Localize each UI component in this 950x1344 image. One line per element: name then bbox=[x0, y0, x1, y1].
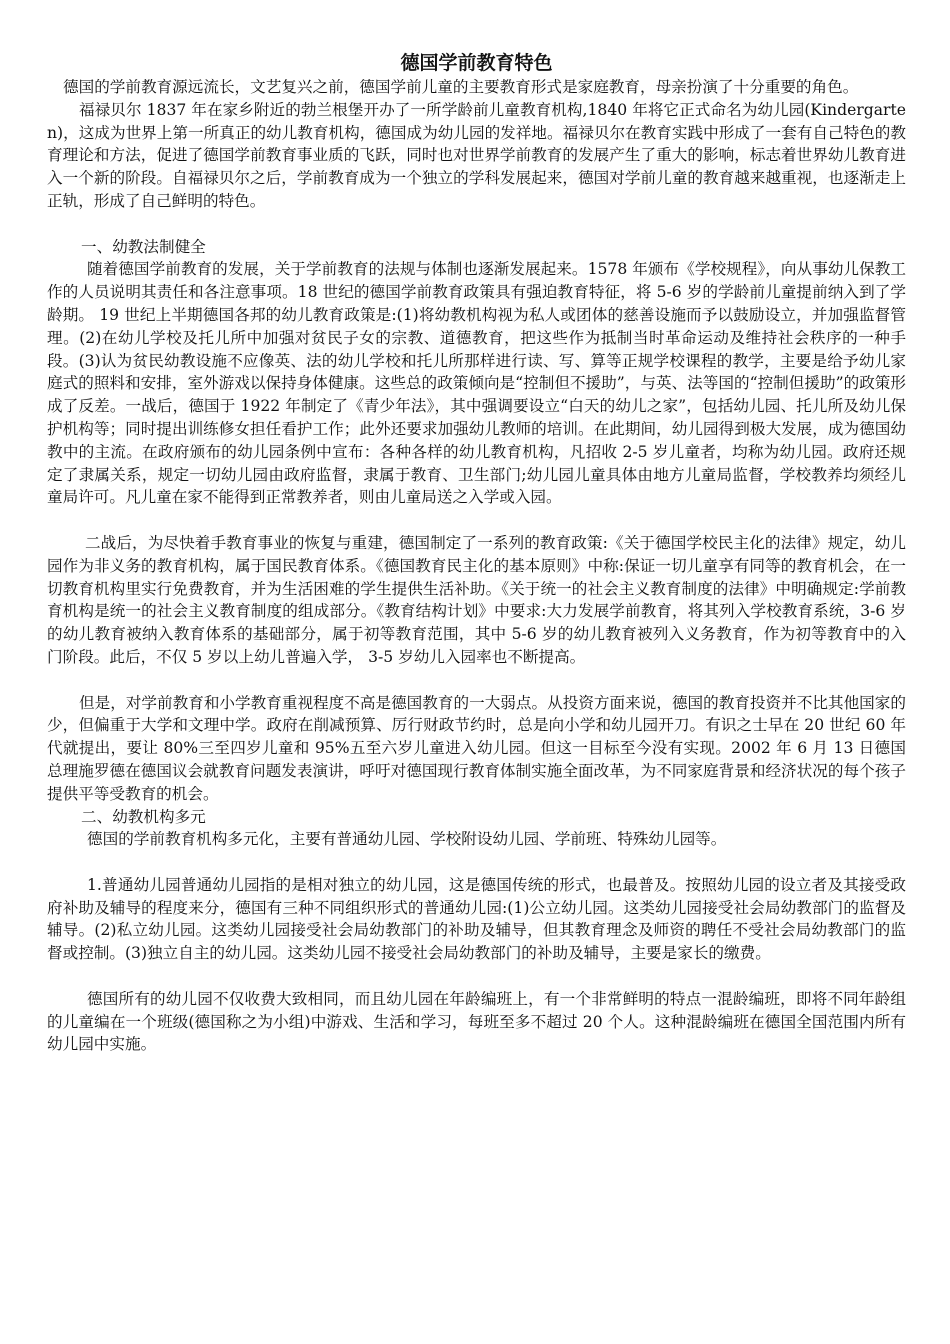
intro-paragraph-2: 福禄贝尔 1837 年在家乡附近的勃兰根堡开办了一所学龄前儿童教育机构,1840 年将它正式命名为幼儿园(Kindergarten)，这成为世界上第一所真正的幼儿教育机构，德国成为幼儿园的发祥地。福禄贝尔在教育实践中形成了一套有自己特色的教育理论和方法，促进了德国学前教育事业质的飞跃，同时也对世界学前教育的发展产生了重大的影响，标志着世界幼儿教育进入一个新的阶段。自福禄贝尔之后，学前教育成为一个独立的学科发展起来，德国对学前儿童的教育越来越重视，也逐渐走上正轨，形成了自己鲜明的特色。 bbox=[47, 100, 906, 210]
section-1-heading: 一、幼教法制健全 bbox=[81, 237, 206, 256]
section-1-paragraph-3: 但是，对学前教育和小学教育重视程度不高是德国教育的一大弱点。从投资方面来说，德国的教育投资并不比其他国家的少，但偏重于大学和文理中学。政府在削减预算、厉行财政节约时，总是向小学和幼儿园开刀。有识之士早在 20 世纪 60 年代就提出，要让 80%三至四岁儿童和 95%五至六岁儿童进入幼儿园。但这一目标至今没有实现。2002 年 6 月 13 日德国总理施罗德在德国议会就教育问题发表演讲，呼吁对德国现行教育体制实施全面改革，为不同家庭背景和经济状况的每个孩子提供平等受教育的机会。 bbox=[47, 693, 906, 803]
section-2-paragraph-3: 德国所有的幼儿园不仅收费大致相同，而且幼儿园在年龄编班上，有一个非常鲜明的特点一混龄编班，即将不同年龄组的儿童编在一个班级(德国称之为小组)中游戏、生活和学习，每班至多不超过 20 个人。这种混龄编班在德国全国范围内所有幼儿园中实施。 bbox=[47, 989, 906, 1054]
section-2-heading: 二、幼教机构多元 bbox=[81, 807, 206, 826]
section-1-paragraph-2: 二战后，为尽快着手教育事业的恢复与重建，德国制定了一系列的教育政策:《关于德国学校民主化的法律》规定，幼儿园作为非义务的教育机构，属于国民教育体系。《德国教育民主化的基本原则》中称:保证一切儿童享有同等的教育机会，在一切教育机构里实行免费教育，并为生活困难的学生提供生活补助。《关于统一的社会主义教育制度的法律》中明确规定:学前教育机构是统一的社会主义教育制度的组成部分。《教育结构计划》中要求:大力发展学前教育，将其列入学校教育系统，3-6 岁的幼儿教育被纳入教育体系的基础部分，属于初等教育范围，其中 5-6 岁的幼儿教育被列入义务教育，作为初等教育中的入门阶段。此后，不仅 5 岁以上幼儿普遍入学， 3-5 岁幼儿入园率也不断提高。 bbox=[47, 533, 906, 666]
spacer bbox=[47, 851, 906, 874]
spacer bbox=[47, 965, 906, 988]
spacer bbox=[47, 213, 906, 236]
spacer bbox=[47, 669, 906, 692]
section-1-paragraph-1: 随着德国学前教育的发展，关于学前教育的法规与体制也逐渐发展起来。1578 年颁布《学校规程》，向从事幼儿保教工作的人员说明其责任和各注意事项。18 世纪的德国学前教育政策具有强迫教育特征，将 5-6 岁的学龄前儿童提前纳入到了学龄期。 19 世纪上半期德国各邦的幼儿教育政策是:(1)将幼教机构视为私人或团体的慈善设施而予以鼓励设立，并加强监督管理。(2)在幼儿学校及托儿所中加强对贫民子女的宗教、道德教育，把这些作为抵制当时革命运动及维持社会秩序的一种手段。(3)认为贫民幼教设施不应像英、法的幼儿学校和托儿所那样进行读、写、算等正规学校课程的教学，主要是给予幼儿家庭式的照料和安排，室外游戏以保持身体健康。这些总的政策倾向是“控制但不援助”，与英、法等国的“控制但援助”的政策形成了反差。一战后，德国于 1922 年制定了《青少年法》，其中强调要设立“白天的幼儿之家”，包括幼儿园、托儿所及幼儿保护机构等；同时提出训练修女担任看护工作；此外还要求加强幼儿教师的培训。在此期间，幼儿园得到极大发展，成为德国幼教中的主流。在政府颁布的幼儿园条例中宣布：各种各样的幼儿教育机构，凡招收 2-5 岁儿童者，均称为幼儿园。政府还规定了隶属关系，规定一切幼儿园由政府监督，隶属于教育、卫生部门;幼儿园儿童具体由地方儿童局监督，学校教养均须经儿童局许可。凡儿童在家不能得到正常教养者，则由儿童局送之入学或入园。 bbox=[47, 260, 906, 507]
spacer bbox=[47, 509, 906, 532]
intro-paragraph-1: 德国的学前教育源远流长，文艺复兴之前，德国学前儿童的主要教育形式是家庭教育，母亲扮演了十分重要的角色。 bbox=[63, 78, 859, 96]
section-2-paragraph-2: 1.普通幼儿园普通幼儿园指的是相对独立的幼儿园，这是德国传统的形式，也最普及。按照幼儿园的设立者及其接受政府补助及辅导的程度来分，德国有三种不同组织形式的普通幼儿园:(1)公立幼儿园。这类幼儿园接受社会局幼教部门的监督及辅导。(2)私立幼儿园。这类幼儿园接受社会局幼教部门的补助及辅导，但其教育理念及师资的聘任不受社会局幼教部门的监督或控制。(3)独立自主的幼儿园。这类幼儿园不接受社会局幼教部门的补助及辅导，主要是家长的缴费。 bbox=[47, 875, 906, 963]
document-title: 德国学前教育特色 bbox=[400, 52, 553, 74]
section-2-paragraph-1: 德国的学前教育机构多元化，主要有普通幼儿园、学校附设幼儿园、学前班、特殊幼儿园等。 bbox=[87, 830, 727, 849]
